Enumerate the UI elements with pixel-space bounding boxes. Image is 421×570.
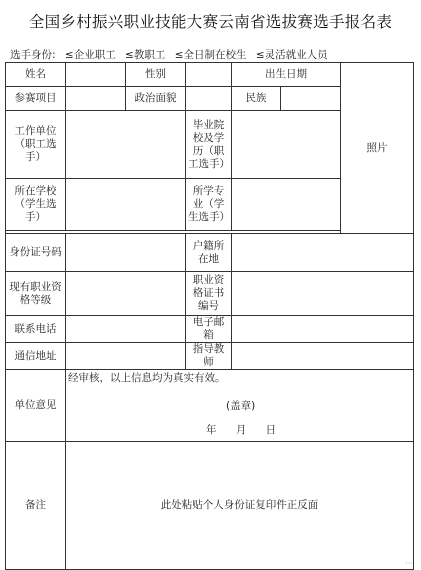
major-label: 所学专业（学生选手） [186,179,232,231]
hukou-label: 户籍所在地 [186,234,232,272]
certificate-number-value[interactable] [232,272,414,316]
grad-school-value[interactable] [232,111,341,179]
work-unit-label: 工作单位（职工选手） [6,111,66,179]
id-copy-note: 此处粘贴个人身份证复印件正反面 [160,499,319,511]
political-status-label: 政治面貌 [126,87,186,111]
major-value[interactable] [232,179,341,231]
phone-label: 联系电话 [6,316,66,343]
unit-opinion-label: 单位意见 [6,370,66,442]
qualification-level-label: 现有职业资格等级 [6,272,66,316]
email-label: 电子邮箱 [186,316,232,343]
ethnicity-label: 民族 [232,87,281,111]
ethnicity-value[interactable] [281,87,341,111]
email-value[interactable] [232,316,414,343]
address-value[interactable] [66,343,186,370]
event-value[interactable] [66,87,126,111]
political-status-value[interactable] [186,87,232,111]
gender-value[interactable] [186,63,232,87]
identity-option-flexible[interactable]: ≤灵活就业人员 [255,49,328,61]
photo-cell[interactable]: 照片 [341,63,414,234]
phone-value[interactable] [66,316,186,343]
footer-mark: ··· [405,559,413,568]
identity-option-student[interactable]: ≤全日制在校生 [174,49,247,61]
name-value[interactable] [66,63,126,87]
registration-table [5,62,414,570]
id-number-value[interactable] [66,234,186,272]
instructor-label: 指导教师 [186,343,232,370]
identity-option-teacher[interactable]: ≤教职工 [125,49,166,61]
form-title: 全国乡村振兴职业技能大赛云南省选拔赛选手报名表 [28,13,393,31]
work-unit-value[interactable] [66,111,186,179]
certificate-number-label: 职业资格证书编号 [186,272,232,316]
address-label: 通信地址 [6,343,66,370]
identity-label: 选手身份: [10,49,56,61]
contestant-identity-row [10,47,334,62]
opinion-statement: 经审核，以上信息均为真实有效。 [68,372,226,384]
unit-opinion-content[interactable] [66,370,414,442]
qualification-level-value[interactable] [66,272,186,316]
opinion-seal: (盖章) [226,400,256,412]
remarks-label: 备注 [6,442,66,570]
identity-option-enterprise[interactable]: ≤企业职工 [64,49,116,61]
gender-label: 性别 [126,63,186,87]
grad-school-label: 毕业院校及学历（职工选手） [186,111,232,179]
remarks-content[interactable] [66,442,414,570]
hukou-value[interactable] [232,234,414,272]
name-label: 姓名 [6,63,66,87]
opinion-date: 年 月 日 [206,424,277,436]
instructor-value[interactable] [232,343,414,370]
school-value[interactable] [66,179,186,231]
id-number-label: 身份证号码 [6,234,66,272]
school-label: 所在学校（学生选手） [6,179,66,231]
birth-date-label: 出生日期 [232,63,341,87]
event-label: 参赛项目 [6,87,66,111]
